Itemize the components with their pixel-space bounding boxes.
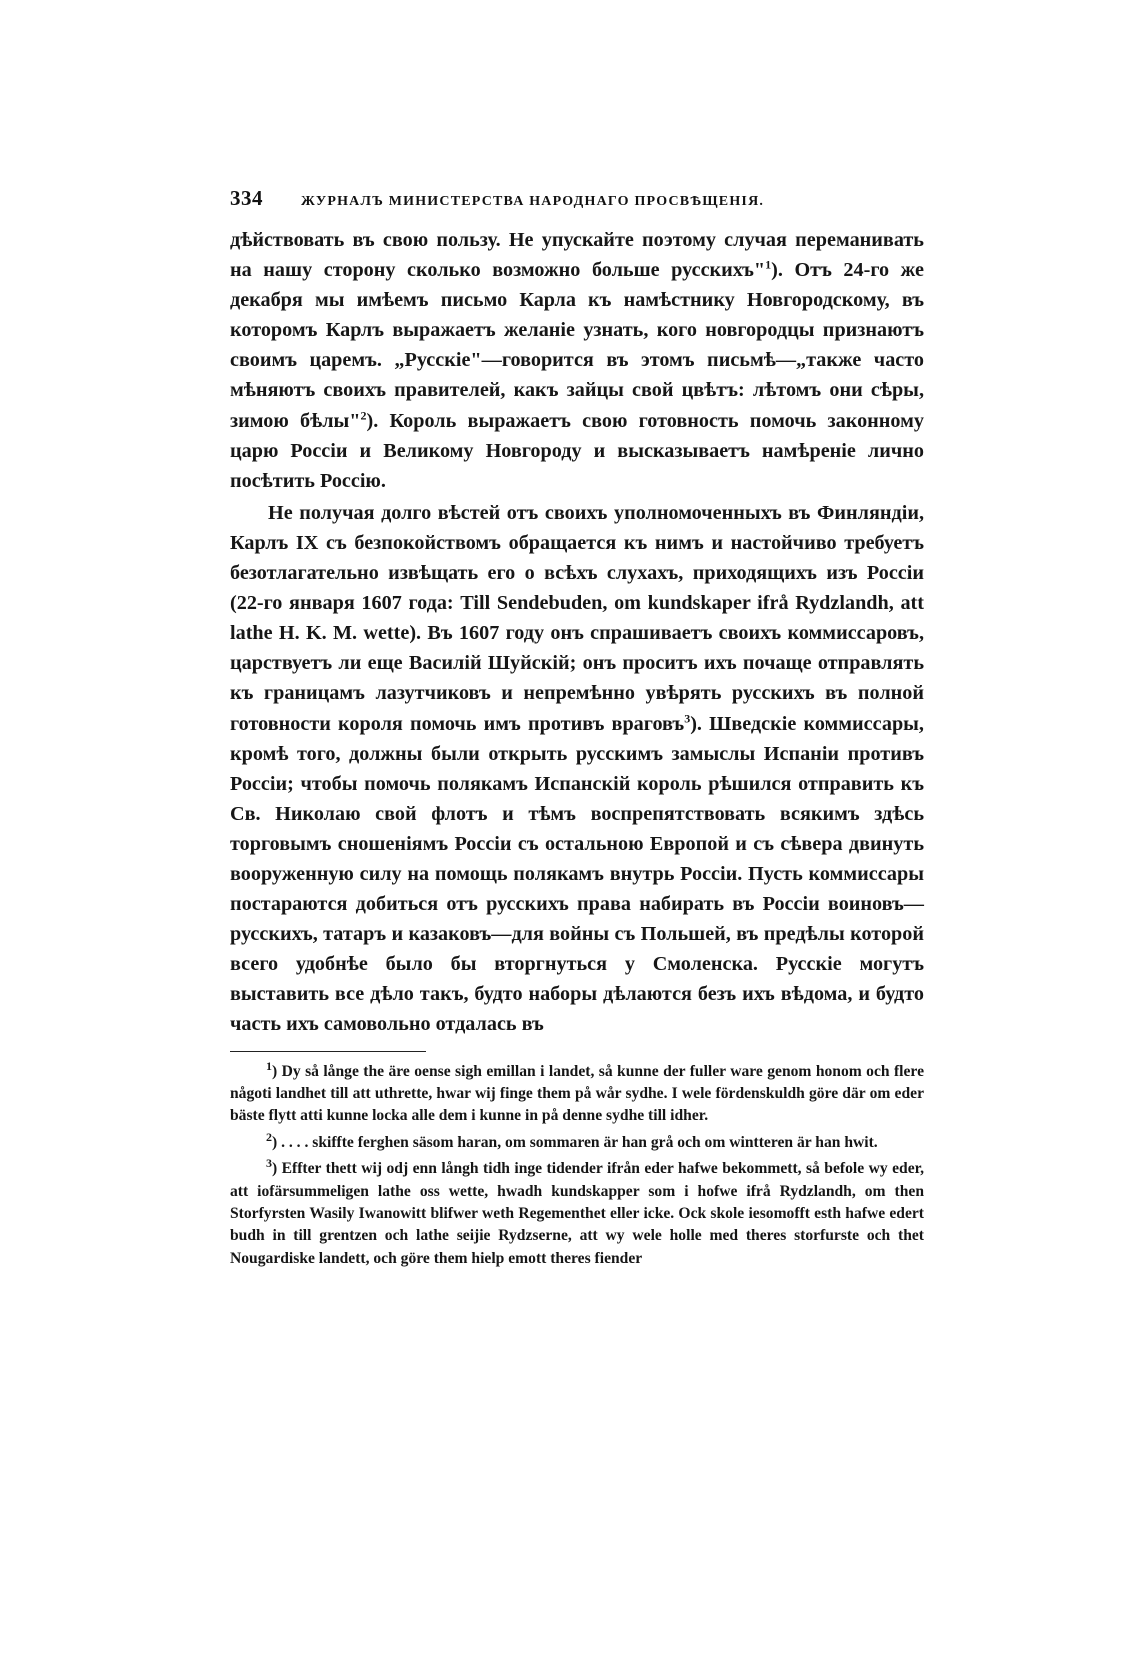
footnote-divider [230,1051,426,1052]
journal-title: ЖУРНАЛЪ МИНИСТЕРСТВА НАРОДНАГО ПРОСВѢЩЕНІЯ. [301,194,765,209]
footnote-ref-1: 1 [765,257,772,272]
footnote-ref-2: 2 [360,407,367,422]
footnotes [230,1058,924,1271]
footnote-ref-3: 3 [684,710,691,725]
footnote-1: $^1$) Dy så långe the äre oense sigh emillan i landet, så kunne der fuller ware genom honom och flere någoti landhet till att uthrette, hwar wij finge them på wår sydhe. I wele fördenskuldh göre där om eder bäste flytt atti kunne locka alle dem i kunne in på denne sydhe till idher. [230,1058,924,1125]
page-number: 334 [230,186,263,210]
footnote-3: $^3$) Effter thett wij odj enn långh tidh inge tidender ifrån eder hafwe bekommett, så befole wy eder, att iofärsummeligen lathe oss wette, hwadh kundskapper som i hofwe ifrå Rydzlandh, om then Storfyrsten Wasily Iwanowitt blifwer weth Regementhet eller icke. Ock skole iesomofft esth hafwe edert budh in till grentzen och lathe seijie Rydzserne, att wy wele holle med theres storfurste och thet Nougardiske landett, och göre them hielp emott theres fiender [230,1155,924,1267]
footnote-marker: 3 [266,1155,272,1170]
footnote-2: $^2$) . . . . skiffte ferghen säsom haran, om sommaren är han grå och om wintteren är han hwit. [266,1129,878,1151]
paragraph-1: дѣйствовать въ свою пользу. Не упускайте поэтому случая переманивать на нашу сторону сколько возможно больше русскихъ"$^1$). Отъ 24-го же декабря мы имѣемъ письмо Карла къ намѣстнику Новгородскому, въ которомъ Карлъ выражаетъ желаніе узнать, кого новгородцы признаютъ своимъ царемъ. „Русскіе"—говорится въ этомъ письмѣ—„также часто мѣняютъ своихъ правителей, какъ зайцы свой цвѣтъ: лѣтомъ они сѣры, зимою бѣлы"$^2$). Король выражаетъ свою готовность помочь законному царю Россіи и Великому Новгороду и высказываетъ намѣреніе лично посѣтить Россію. [230,229,924,492]
footnote-marker: 1 [266,1058,272,1073]
book-page [230,186,924,1274]
running-head [230,186,924,211]
paragraph-2: Не получая долго вѣстей отъ своихъ уполномоченныхъ въ Финляндіи, Карлъ IX съ безпокойствомъ обращается къ нимъ и настойчиво требуетъ безотлагательно извѣщать его о всѣхъ слухахъ, приходящихъ изъ Россіи (22-го января 1607 года: Till Sendebuden, om kundskaper ifrå Rydzlandh, att lathe H. K. M. wette). Въ 1607 году онъ спрашиваетъ своихъ коммиссаровъ, царствуетъ ли еще Василій Шуйскій; онъ проситъ ихъ почаще отправлять къ границамъ лазутчиковъ и непремѣнно увѣрять русскихъ въ полной готовности короля помочь имъ противъ враговъ$^3$). Шведскіе коммиссары, кромѣ того, должны были открыть русскимъ замыслы Испаніи противъ Россіи; чтобы помочь полякамъ Испанскій король рѣшился отправить къ Св. Николаю свой флотъ и тѣмъ воспрепятствовать всякимъ здѣсь торговымъ сношеніямъ Россіи съ остальною Европой и съ сѣвера двинуть вооруженную силу на помощь полякамъ внутрь Россіи. Пусть коммиссары постараются добиться отъ русскихъ права набирать въ Россіи воиновъ—русскихъ, татаръ и казаковъ—для войны съ Польшей, въ предѣлы которой всего удобнѣе было бы вторгнуться у Смоленска. Русскіе могутъ выставить все дѣло такъ, будто наборы дѣлаются безъ ихъ вѣдома, и будто часть ихъ самовольно отдалась въ [230,501,924,1036]
footnote-marker: 2 [266,1129,272,1144]
body-text [230,225,924,1040]
